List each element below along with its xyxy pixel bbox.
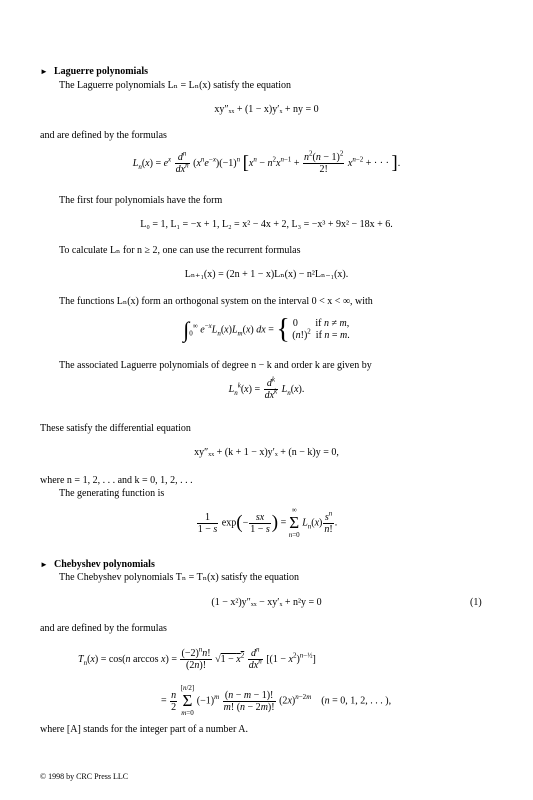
equation-number: (1) xyxy=(470,597,482,608)
section-heading-laguerre: ► Laguerre polynomials xyxy=(40,66,148,77)
laguerre-associated-text: The associated Laguerre polynomials of degree n − k and order k are given by xyxy=(59,360,372,371)
laguerre-defined-by: and are defined by the formulas xyxy=(40,130,167,141)
section-heading-chebyshev: ► Chebyshev polynomials xyxy=(40,559,155,570)
laguerre-recurrent-text: To calculate Lₙ for n ≥ 2, one can use the recurrent formulas xyxy=(59,245,301,256)
laguerre-first-four-text: The first four polynomials have the form xyxy=(59,195,223,206)
laguerre-diff-eq: xy″ₓₓ + (k + 1 − x)y′ₓ + (n − k)y = 0, xyxy=(194,447,339,458)
laguerre-orthogonal: $\int_0^\infty$ $e^{-x}L_n(x)L_m(x)$ dx = { 0 if n ≠ m, $(n!)^2$ if n = m. xyxy=(183,314,350,345)
chebyshev-equation: (1 − x²)y″ₓₓ − xy′ₓ + n²y = 0 xyxy=(211,597,322,608)
laguerre-first-four: L₀ = 1, L₁ = −x + 1, L₂ = x² − 4x + 2, L₃ = −x³ + 9x² − 18x + 6. xyxy=(140,219,393,230)
chebyshev-defined-by: and are defined by the formulas xyxy=(40,623,167,634)
laguerre-generating-text: The generating function is xyxy=(59,488,165,499)
triangle-bullet-icon: ► xyxy=(40,67,48,76)
laguerre-orthogonal-text: The functions Lₙ(x) form an orthogonal system on the interval 0 < x < ∞, with xyxy=(59,296,373,307)
triangle-bullet-icon: ► xyxy=(40,560,48,569)
chebyshev-formula-1: $T_n(x) = \cos(n$ arccos x) = $\frac{(-2)^nn!}{(2n)!}$ $√1 - x^2$ $\frac{d^n}{dx^n}$ $[(1 - x^2)^{n-\frac{1}{2}}]$ xyxy=(78,645,316,671)
laguerre-intro: The Laguerre polynomials Lₙ = Lₙ(x) satisfy the equation xyxy=(59,80,292,91)
laguerre-satisfy-text: These satisfy the differential equation xyxy=(40,423,191,434)
copyright-footer: © 1998 by CRC Press LLC xyxy=(40,772,129,781)
laguerre-recurrent: Lₙ₊₁(x) = (2n + 1 − x)Lₙ(x) − n²Lₙ₋₁(x). xyxy=(184,269,349,280)
laguerre-equation: xy″ₓₓ + (1 − x)y′ₓ + ny = 0 xyxy=(214,104,319,115)
laguerre-formula: $L_n(x) = e^x$ $\frac{d^n}{dx^n}$ $(x^ne^{-x})(-1)^n$ [$x^n - n^2x^{n-1}$ + $\frac{n^2(n - 1)^2}{2!}$ $x^{n-2}$ + · · · ]. xyxy=(132,149,401,175)
laguerre-where: where n = 1, 2, . . . and k = 0, 1, 2, . . . xyxy=(40,475,193,486)
chebyshev-formula-2: = $\frac{n}{2}$ [n/2] Σ m=0 $(-1)^m$ $\frac{(n - m - 1)!}{m! (n - 2m)!}$ $(2x)^{n-2m}$ (n = 0, 1, 2, . . . ), xyxy=(161,684,392,717)
chebyshev-where: where [A] stands for the integer part of a number A. xyxy=(40,724,248,735)
laguerre-generating: $\frac{1}{1 - s}$ exp(− $\frac{sx}{1 - s}$ ) = ∞ Σ n=0 $L_n(x)$ $\frac{s^n}{n!}$ . xyxy=(197,506,338,539)
laguerre-associated: $L_n^k(x)$ = $\frac{d^k}{dx^k}$ $L_n(x)$. xyxy=(228,375,305,401)
chebyshev-intro: The Chebyshev polynomials Tₙ = Tₙ(x) satisfy the equation xyxy=(59,572,299,583)
